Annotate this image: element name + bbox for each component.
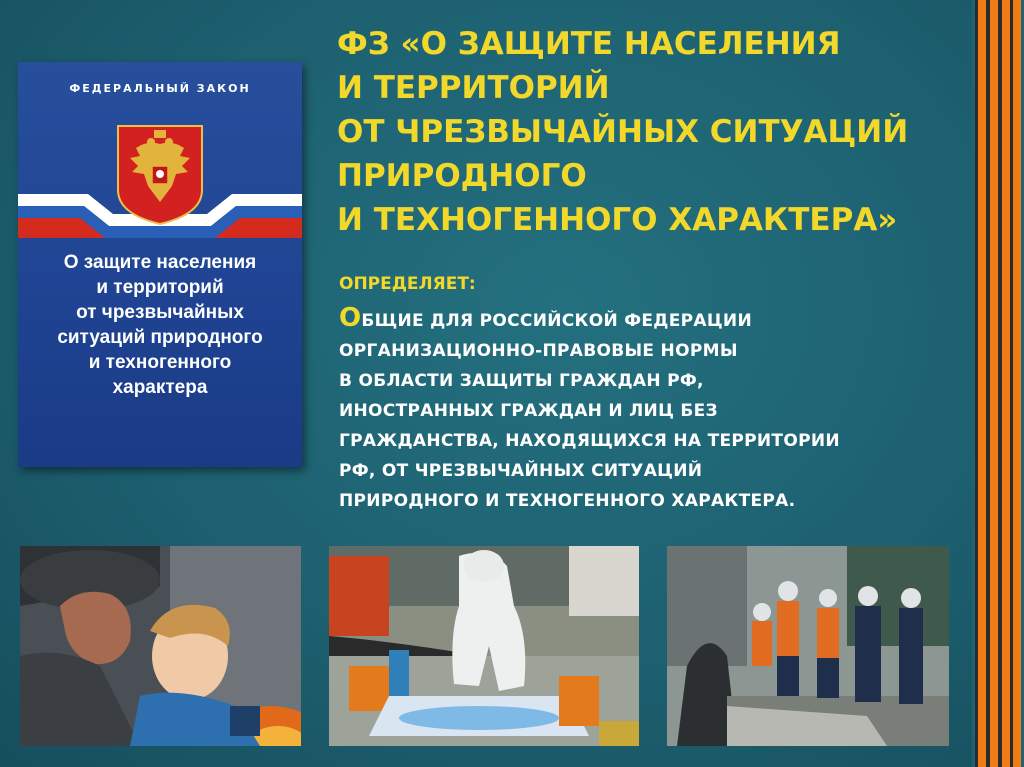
title-line: ОТ ЧРЕЗВЫЧАЙНЫХ СИТУАЦИЙ (337, 114, 909, 150)
book-title-line: ситуаций природного (57, 327, 263, 348)
book-header: ФЕДЕРАЛЬНЫЙ ЗАКОН (69, 82, 251, 95)
body-line: В ОБЛАСТИ ЗАЩИТЫ ГРАЖДАН РФ, (339, 371, 704, 391)
book-title (28, 250, 292, 400)
body-line: ОРГАНИЗАЦИОННО-ПРАВОВЫЕ НОРМЫ (339, 341, 738, 361)
book-title-line: и территорий (96, 277, 224, 298)
title-line: И ТЕРРИТОРИЙ (337, 70, 610, 106)
law-book-cover (18, 62, 302, 467)
body-line: РФ, ОТ ЧРЕЗВЫЧАЙНЫХ СИТУАЦИЙ (339, 461, 703, 481)
decorative-stripes (972, 0, 1024, 767)
body-line: ИНОСТРАННЫХ ГРАЖДАН И ЛИЦ БЕЗ (339, 401, 718, 421)
book-title-line: и техногенного (88, 352, 232, 373)
slide-title (337, 22, 957, 242)
body-paragraph (339, 303, 979, 516)
book-title-line: от чрезвычайных (76, 302, 244, 323)
drop-letter: О (339, 303, 362, 333)
title-line: ПРИРОДНОГО (337, 158, 587, 194)
book-title-line: О защите населения (63, 252, 257, 273)
body-line: ПРИРОДНОГО И ТЕХНОГЕННОГО ХАРАКТЕРА. (339, 491, 796, 511)
body-line-text: БЩИЕ ДЛЯ РОССИЙСКОЙ ФЕДЕРАЦИИ (361, 311, 752, 331)
body-line: ГРАЖДАНСТВА, НАХОДЯЩИХСЯ НА ТЕРРИТОРИИ (339, 431, 840, 451)
photo-firefighter-child (20, 546, 301, 746)
photo-hazmat-worker (329, 546, 639, 746)
subtitle: ОПРЕДЕЛЯЕТ: (339, 274, 476, 294)
title-line: ФЗ «О ЗАЩИТЕ НАСЕЛЕНИЯ (337, 26, 841, 62)
title-line: И ТЕХНОГЕННОГО ХАРАКТЕРА» (337, 202, 898, 238)
book-title-line: характера (112, 377, 208, 398)
photo-rescue-team (667, 546, 949, 746)
coat-of-arms-icon (114, 122, 206, 226)
body-line (339, 303, 979, 336)
